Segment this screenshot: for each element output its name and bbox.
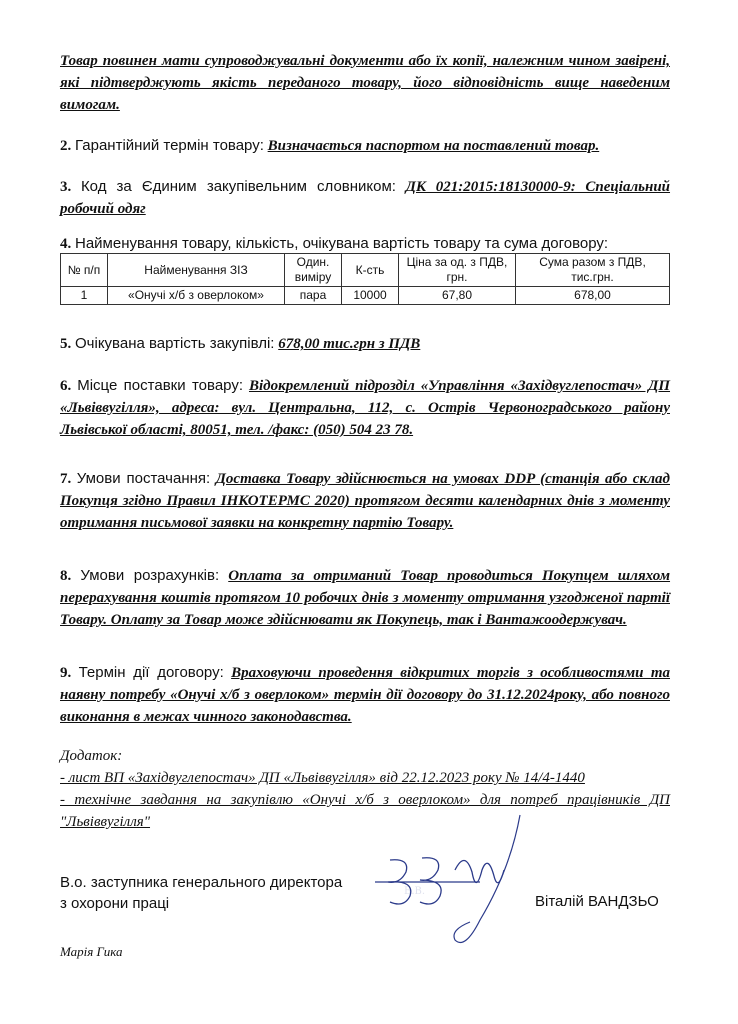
section-3-label: Код за Єдиним закупівельним словником: [80,178,396,195]
section-7-label: Умови постачання: [76,470,211,487]
section-7-value: Доставка Товару здійснюється на умовах DDP (станція або склад Покупця згідно Правил ІНКОТЕРМС 2020) протягом десяти календарних днів з моменту отримання письмової заявки на конкретну партію Товару. [60,471,670,531]
table-header-cell: № п/п [61,254,108,287]
table-cell: 67,80 [399,287,516,305]
section-3-value: ДК 021:2015:18130000-9: Спеціальний робочий одяг [60,179,671,217]
section-6-label: Місце поставки товару: [77,377,244,394]
signatory-position-line: В.о. заступника генерального директора [60,874,343,891]
section-5-value: 678,00 тис.грн з ПДВ [278,336,421,352]
section-7-number: 7. [60,471,72,487]
section-4 [60,233,670,255]
section-9 [60,662,670,728]
section-5-number: 5. [60,336,72,352]
section-2 [60,135,670,157]
section-8-number: 8. [60,568,72,584]
section-3 [60,176,670,220]
section-2-number: 2. [60,138,72,154]
section-6-value: Відокремлений підрозділ «Управління «Західвуглепостач» ДП «Львіввугілля», адреса: вул. Центральна, 112, с. Острів Червоноградського району Львівської області, 80051, тел. /факс: (050) 504 23 78. [60,378,671,438]
intro-paragraph: Товар повинен мати супроводжувальні документи або їх копії, належним чином завірені, які підтверджують якість переданого товару, його відповідність вище наведеним вимогам. [60,53,670,113]
section-8 [60,565,670,631]
section-2-label: Гарантійний термін товару: [75,137,264,154]
annex-item: - лист ВП «Західвуглепостач» ДП «Львіввугілля» від 22.12.2023 року № 14/4-1440 [60,770,585,786]
section-6-number: 6. [60,378,72,394]
signature-text: В.В. [404,886,426,897]
signature-image [370,810,540,960]
executor-name: Марія Гика [60,944,123,959]
annex-title: Додаток: [60,748,123,764]
section-8-label: Умови розрахунків: [80,567,220,584]
table-header-cell: Сума разом з ПДВ, тис.грн. [516,254,670,287]
table-cell: 1 [61,287,108,305]
signatory-position-line: з охорони праці [60,895,170,912]
table-header-cell: Один. виміру [285,254,342,287]
table-header-cell: К-сть [342,254,399,287]
section-9-label: Термін дії договору: [78,664,224,681]
section-5 [60,333,670,355]
section-8-value: Оплата за отриманий Товар проводиться Покупцем шляхом перерахування коштів протягом 10 робочих днів з моменту отримання узгодженої партії Товару. Оплату за Товар може здійснювати як Покупець, так і Вантажоодержувач. [60,568,671,628]
table-header-cell: Найменування ЗІЗ [108,254,285,287]
table-cell: пара [285,287,342,305]
signatory-name: Віталій ВАНДЗЬО [535,893,659,910]
table-header-cell: Ціна за од. з ПДВ, грн. [399,254,516,287]
table-cell: 10000 [342,287,399,305]
section-2-value: Визначається паспортом на поставлений товар. [267,138,600,154]
table-cell: 678,00 [516,287,670,305]
signatory-position [60,872,342,914]
section-4-label: Найменування товару, кількість, очікувана вартість товару та сума договору: [75,235,609,252]
goods-table [60,253,670,305]
section-9-number: 9. [60,665,72,681]
table-row [61,287,670,305]
section-6 [60,375,670,441]
table-header-row [61,254,670,287]
section-7 [60,468,670,534]
annex-item: - технічне завдання на закупівлю «Онучі х/б з оверлоком» для потреб працівників ДП "Львіввугілля" [60,792,670,830]
section-9-value: Враховуючи проведення відкритих торгів з особливостями та наявну потребу «Онучі х/б з оверлоком» термін дії договору до 31.12.2024року, або повного виконання в межах чинного законодавства. [60,665,670,725]
annex-block [60,745,670,833]
section-5-label: Очікувана вартість закупівлі: [75,335,275,352]
section-3-number: 3. [60,179,72,195]
table-cell: «Онучі х/б з оверлоком» [108,287,285,305]
section-4-number: 4. [60,236,72,252]
